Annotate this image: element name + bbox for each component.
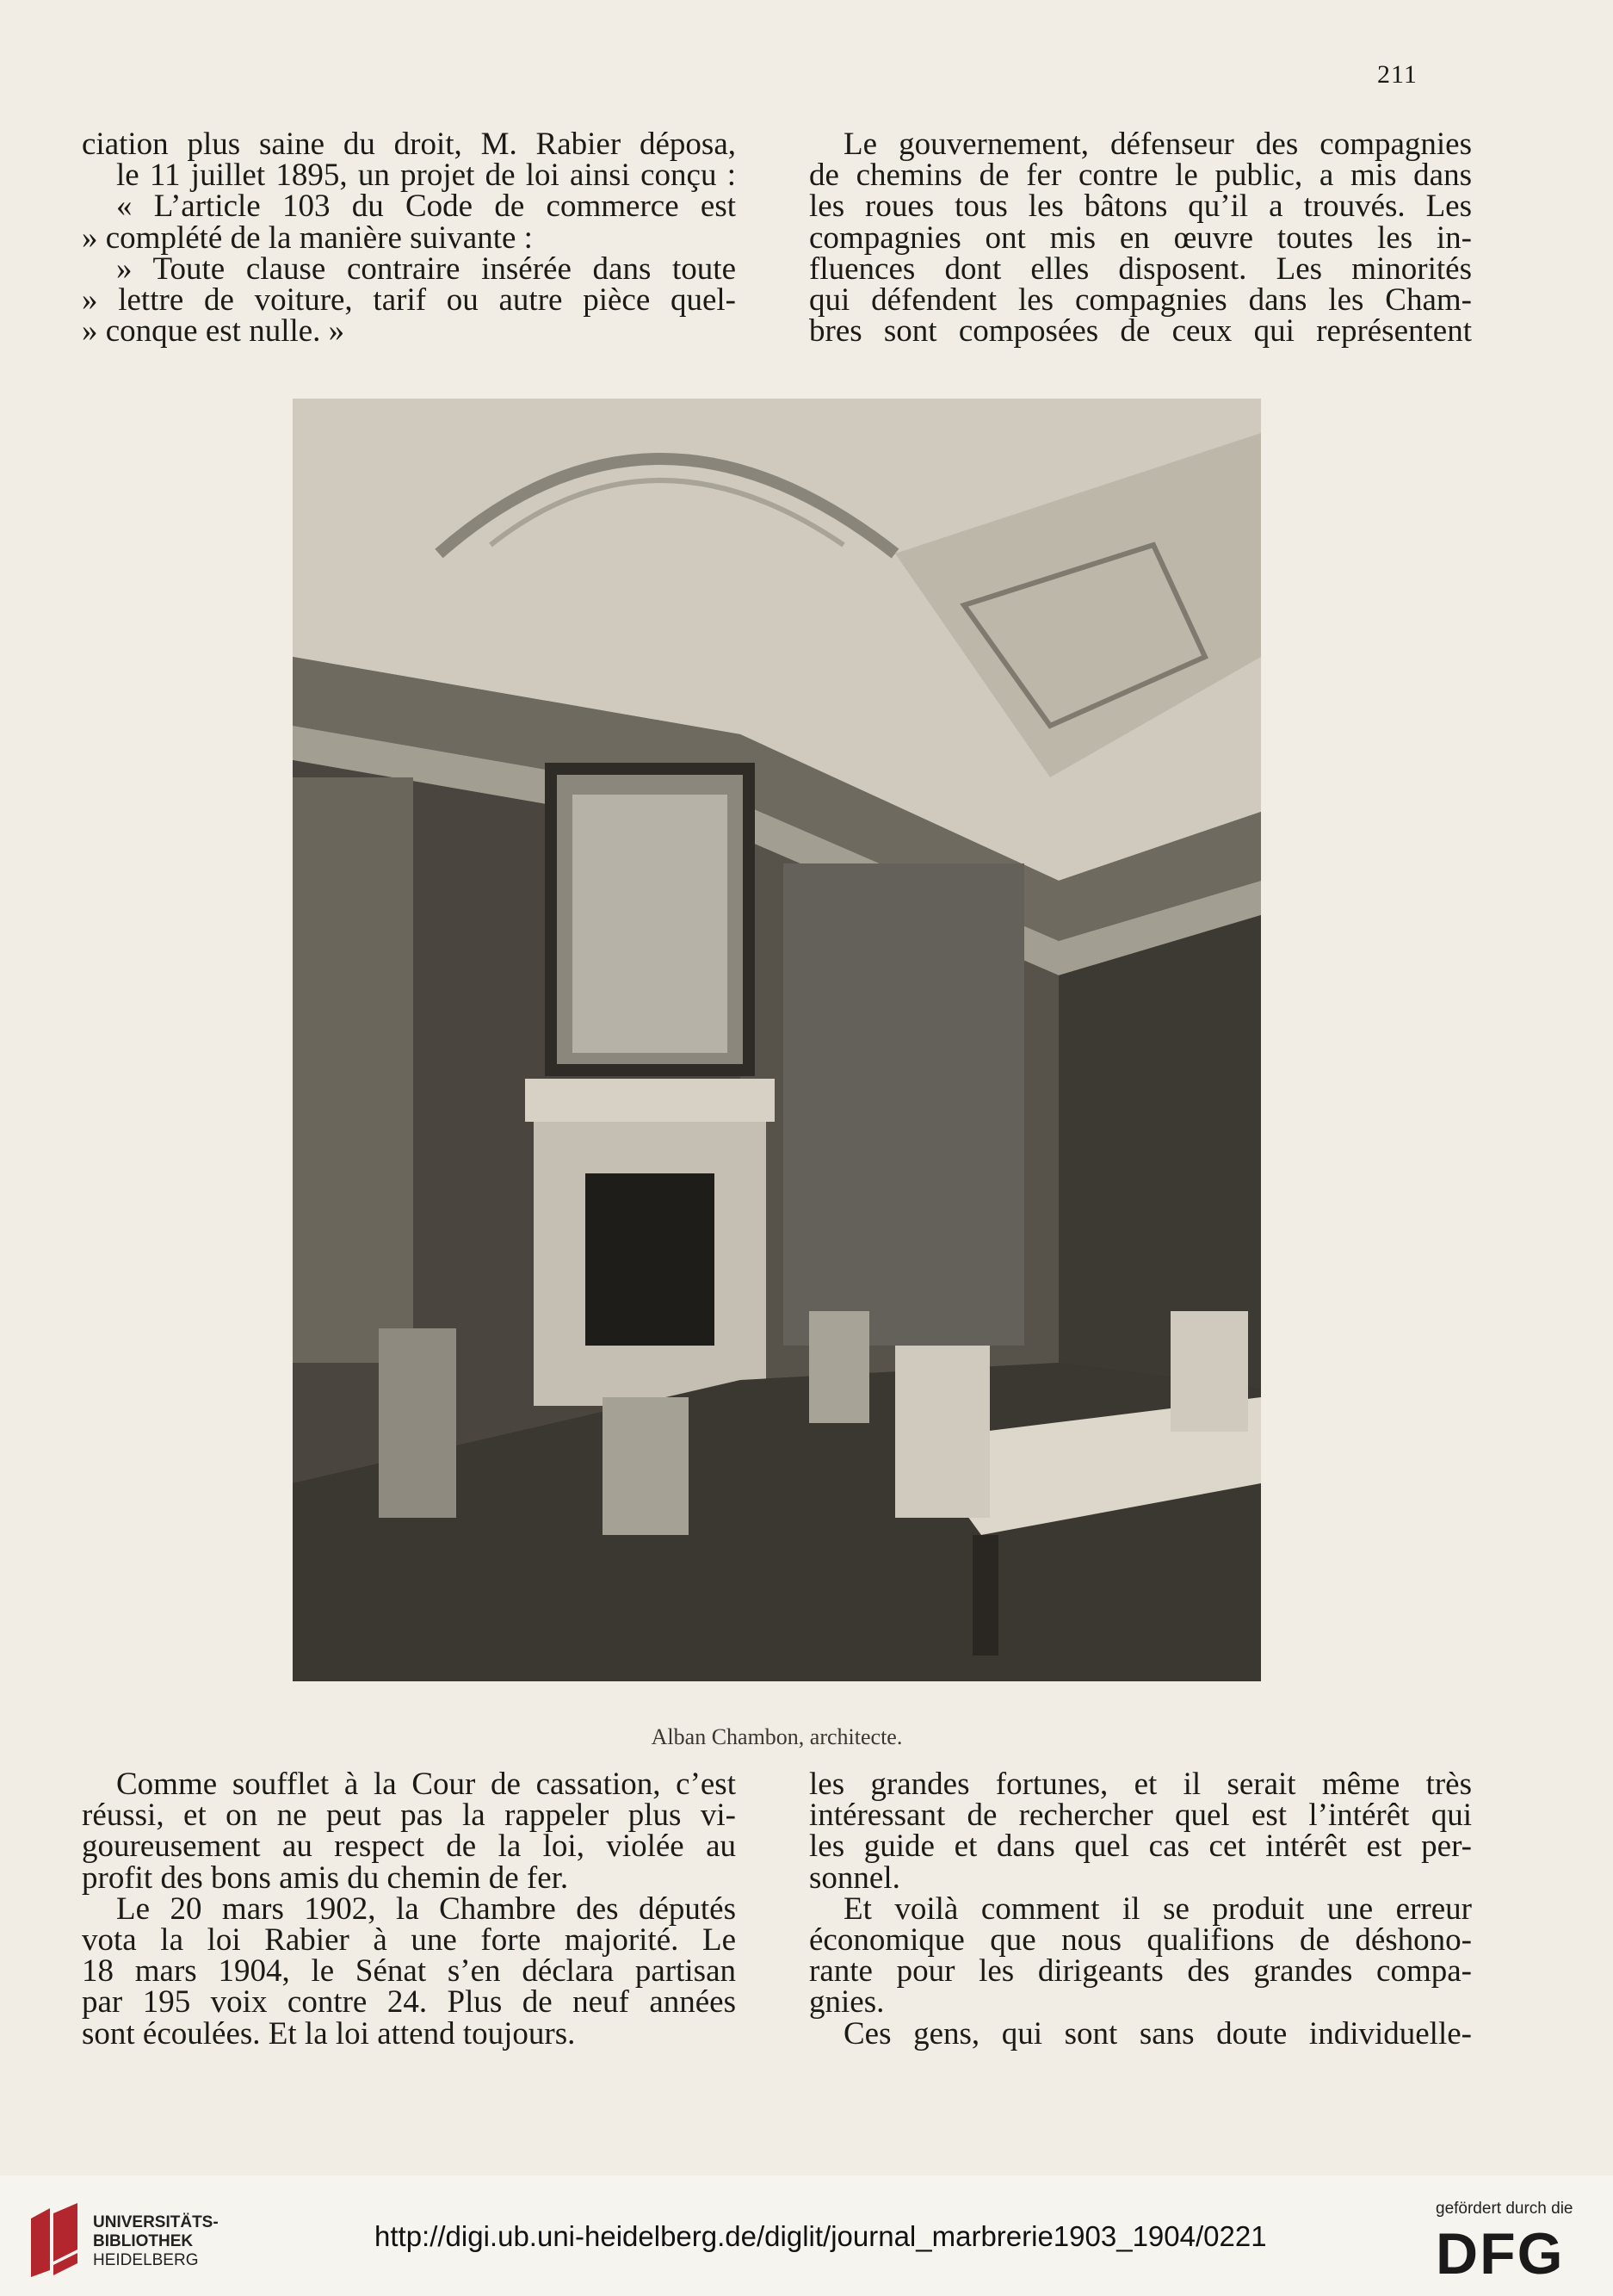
interior-photograph: [293, 399, 1261, 1681]
text-line: « L’article 103 du Code de commerce est: [116, 189, 736, 225]
photo-caption: Alban Chambon, architecte.: [651, 1724, 903, 1749]
library-logo-icon: [24, 2201, 84, 2279]
text-line: » conque est nulle. »: [82, 313, 345, 350]
text-line: Ces gens, qui sont sans doute individuelle-: [844, 2015, 1472, 2052]
text-line: rante pour les dirigeants des grandes compa-: [809, 1953, 1472, 1990]
text-line: bres sont composées de ceux qui représentent: [809, 313, 1472, 350]
source-url-link[interactable]: http://digi.ub.uni-heidelberg.de/diglit/journal_marbrerie1903_1904/0221: [374, 2220, 1267, 2252]
page-number: 211: [1377, 60, 1418, 89]
library-name-line: BIBLIOTHEK: [93, 2232, 194, 2250]
text-line: Le gouvernement, défenseur des compagnies: [844, 127, 1472, 162]
text-line: compagnies ont mis en œuvre toutes les in-: [809, 220, 1472, 256]
library-name-line: UNIVERSITÄTS-: [93, 2213, 219, 2231]
library-name-line: HEIDELBERG: [93, 2251, 199, 2269]
text-line: vota la loi Rabier à une forte majorité. Le: [82, 1922, 736, 1959]
text-line: sonnel.: [809, 1860, 900, 1896]
text-line: de chemins de fer contre le public, a mis dans: [809, 158, 1472, 194]
text-line: qui défendent les compagnies dans les Cham-: [809, 282, 1472, 319]
salon-illustration: [293, 399, 1261, 1681]
sponsor-text: gefördert durch die: [1436, 2200, 1573, 2218]
text-line: réussi, et on ne peut pas la rappeler plus vi-: [82, 1798, 736, 1834]
text-line: Le 20 mars 1902, la Chambre des députés: [116, 1891, 736, 1927]
dfg-logo: DFG: [1436, 2221, 1565, 2287]
text-line: fluences dont elles disposent. Les minorités: [809, 251, 1472, 287]
text-line: goureusement au respect de la loi, violée au: [82, 1829, 736, 1865]
text-column-left-bottom: [82, 1769, 736, 2050]
text-column-right-top: [809, 127, 1472, 350]
text-line: 18 mars 1904, le Sénat s’en déclara partisan: [82, 1953, 736, 1990]
text-line: » Toute clause contraire insérée dans toute: [116, 251, 736, 287]
text-line: les guide et dans quel cas cet intérêt est per-: [809, 1829, 1472, 1865]
text-line: » lettre de voiture, tarif ou autre pièce quel-: [82, 282, 736, 319]
text-line: les roues tous les bâtons qu’il a trouvés. Les: [809, 189, 1472, 225]
text-line: intéressant de rechercher quel est l’intérêt qui: [809, 1798, 1472, 1834]
text-line: par 195 voix contre 24. Plus de neuf années: [82, 1984, 736, 2021]
text-line: profit des bons amis du chemin de fer.: [82, 1860, 569, 1896]
library-name: [93, 2213, 219, 2270]
text-line: le 11 juillet 1895, un projet de loi ainsi conçu :: [116, 158, 736, 194]
text-column-left-top: [82, 127, 736, 350]
text-line: » complété de la manière suivante :: [82, 220, 533, 256]
text-line: les grandes fortunes, et il serait même très: [809, 1767, 1472, 1802]
text-line: gnies.: [809, 1984, 885, 2021]
text-line: économique que nous qualifions de déshono-: [809, 1922, 1472, 1959]
text-column-right-bottom: [809, 1769, 1472, 2050]
text-line: ciation plus saine du droit, M. Rabier déposa,: [82, 127, 736, 162]
text-line: sont écoulées. Et la loi attend toujours.: [82, 2015, 576, 2052]
text-line: Et voilà comment il se produit une erreur: [844, 1891, 1472, 1927]
digitization-footer: [0, 2175, 1613, 2296]
text-line: Comme soufflet à la Cour de cassation, c’est: [116, 1767, 736, 1802]
